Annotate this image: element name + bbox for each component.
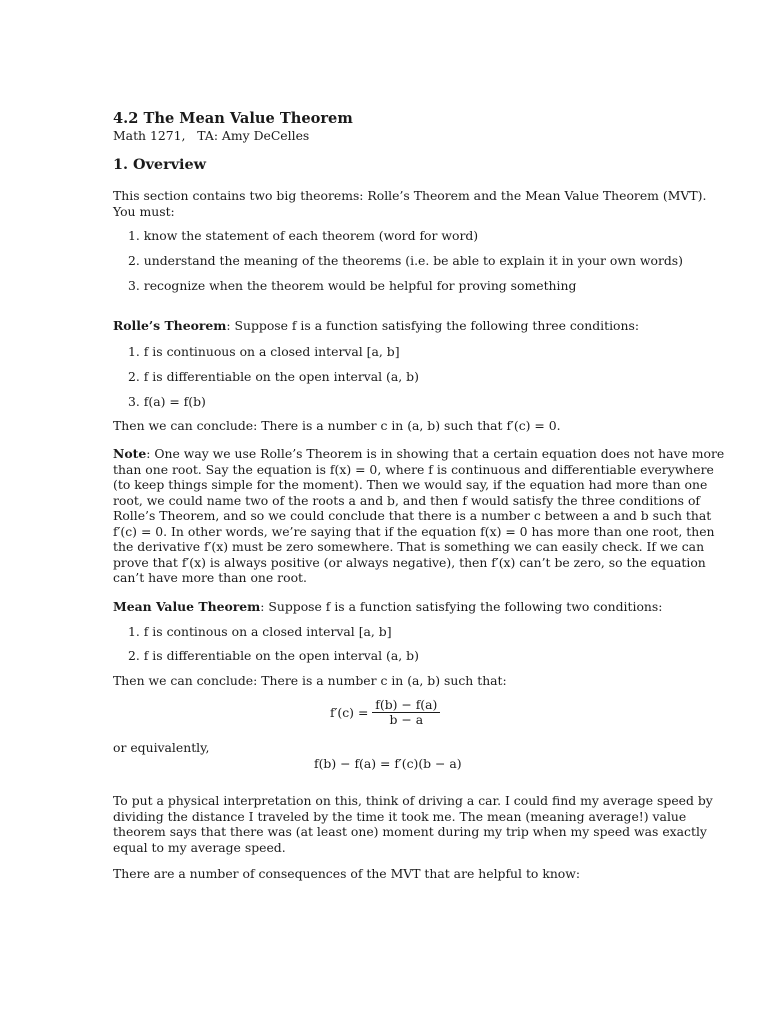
list-text: recognize when the theorem would be helpful for proving something [143, 278, 577, 293]
formula-fraction [372, 698, 440, 727]
section-heading-overview: 1. Overview [113, 156, 207, 173]
list-number: 1. [128, 624, 140, 639]
mvt-conclusion: Then we can conclude: There is a number c in (a, b) such that: [113, 673, 507, 688]
list-text: understand the meaning of the theorems (i.e. be able to explain it in your own words) [143, 253, 683, 268]
mvt-statement [113, 599, 662, 615]
list-item [128, 228, 478, 244]
physical-line: equal to my average speed. [113, 839, 286, 855]
note-line: than one root. Say the equation is f(x) = 0, where f is continuous and differentiable everywhere [113, 461, 714, 477]
mvt-intro: : Suppose f is a function satisfying the following two conditions: [260, 599, 663, 614]
list-item [128, 278, 576, 294]
physical-line: To put a physical interpretation on this, think of driving a car. I could find my average speed by [113, 793, 713, 808]
list-number: 2. [128, 369, 140, 384]
list-text: f is continous on a closed interval [a, b] [143, 624, 392, 639]
course-label: Math 1271, [113, 128, 186, 143]
list-number: 2. [128, 253, 140, 268]
list-number: 2. [128, 648, 140, 663]
list-number: 1. [128, 344, 140, 359]
physical-paragraph [113, 793, 713, 855]
formula-lhs: f′(c) = [330, 704, 369, 720]
overview-intro-line: This section contains two big theorems: Rolle’s Theorem and the Mean Value Theorem (MVT). [113, 188, 707, 203]
rolle-intro: : Suppose f is a function satisfying the following three conditions: [226, 318, 640, 333]
rolle-statement [113, 318, 639, 334]
list-number: 3. [128, 278, 140, 293]
rolle-label: Rolle’s Theorem [113, 318, 227, 333]
note-line: prove that f′(x) is always positive (or always negative), then f′(x) can’t be zero, so the equation [113, 554, 706, 570]
note-line: Rolle’s Theorem, and so we could conclude that there is a number c between a and b such that [113, 508, 712, 523]
note-paragraph [113, 446, 725, 586]
list-item [128, 369, 419, 385]
document-title: 4.2 The Mean Value Theorem [113, 110, 353, 127]
note-label: Note [113, 446, 147, 461]
overview-intro [113, 188, 707, 219]
note-line [113, 446, 725, 462]
mvt-label: Mean Value Theorem [113, 599, 261, 614]
list-text: f is differentiable on the open interval (a, b) [143, 648, 419, 663]
note-line: root, we could name two of the roots a and b, and then f would satisfy the three conditions of [113, 492, 701, 508]
ta-label: TA: Amy DeCelles [197, 128, 310, 143]
note-line: (to keep things simple for the moment). Then we would say, if the equation had more than one [113, 477, 708, 492]
note-line: f′(c) = 0. In other words, we’re saying that if the equation f(x) = 0 has more than one root, then [113, 523, 715, 539]
mvt-formula [330, 698, 440, 727]
list-item [128, 648, 419, 664]
rolle-conclusion: Then we can conclude: There is a number c in (a, b) such that f′(c) = 0. [113, 418, 561, 433]
document-subtitle [113, 128, 309, 144]
overview-intro-line: You must: [113, 203, 175, 219]
note-line: can’t have more than one root. [113, 570, 307, 585]
list-item [128, 624, 392, 640]
consequences-text: There are a number of consequences of the MVT that are helpful to know: [113, 866, 581, 881]
formula-denominator: b − a [389, 712, 424, 727]
list-text: f(a) = f(b) [143, 394, 206, 409]
list-text: know the statement of each theorem (word for word) [143, 228, 479, 243]
list-item [128, 394, 206, 410]
list-number: 1. [128, 228, 140, 243]
list-item [128, 253, 683, 269]
list-item [128, 344, 400, 360]
list-text: f is differentiable on the open interval (a, b) [143, 369, 419, 384]
formula-numerator: f(b) − f(a) [372, 698, 440, 713]
note-line: the derivative f′(x) must be zero somewhere. That is something we can easily check. If we can [113, 539, 705, 554]
list-number: 3. [128, 394, 140, 409]
note-line-text: : One way we use Rolle’s Theorem is in showing that a certain equation does not have more [146, 446, 725, 461]
or-equivalently: or equivalently, [113, 740, 210, 755]
physical-line: dividing the distance I traveled by the time it took me. The mean (meaning average!) value [113, 808, 687, 824]
list-text: f is continuous on a closed interval [a, b] [143, 344, 400, 359]
physical-line: theorem says that there was (at least one) moment during my trip when my speed was exactly [113, 824, 707, 839]
mvt-formula-2: f(b) − f(a) = f′(c)(b − a) [314, 756, 462, 771]
